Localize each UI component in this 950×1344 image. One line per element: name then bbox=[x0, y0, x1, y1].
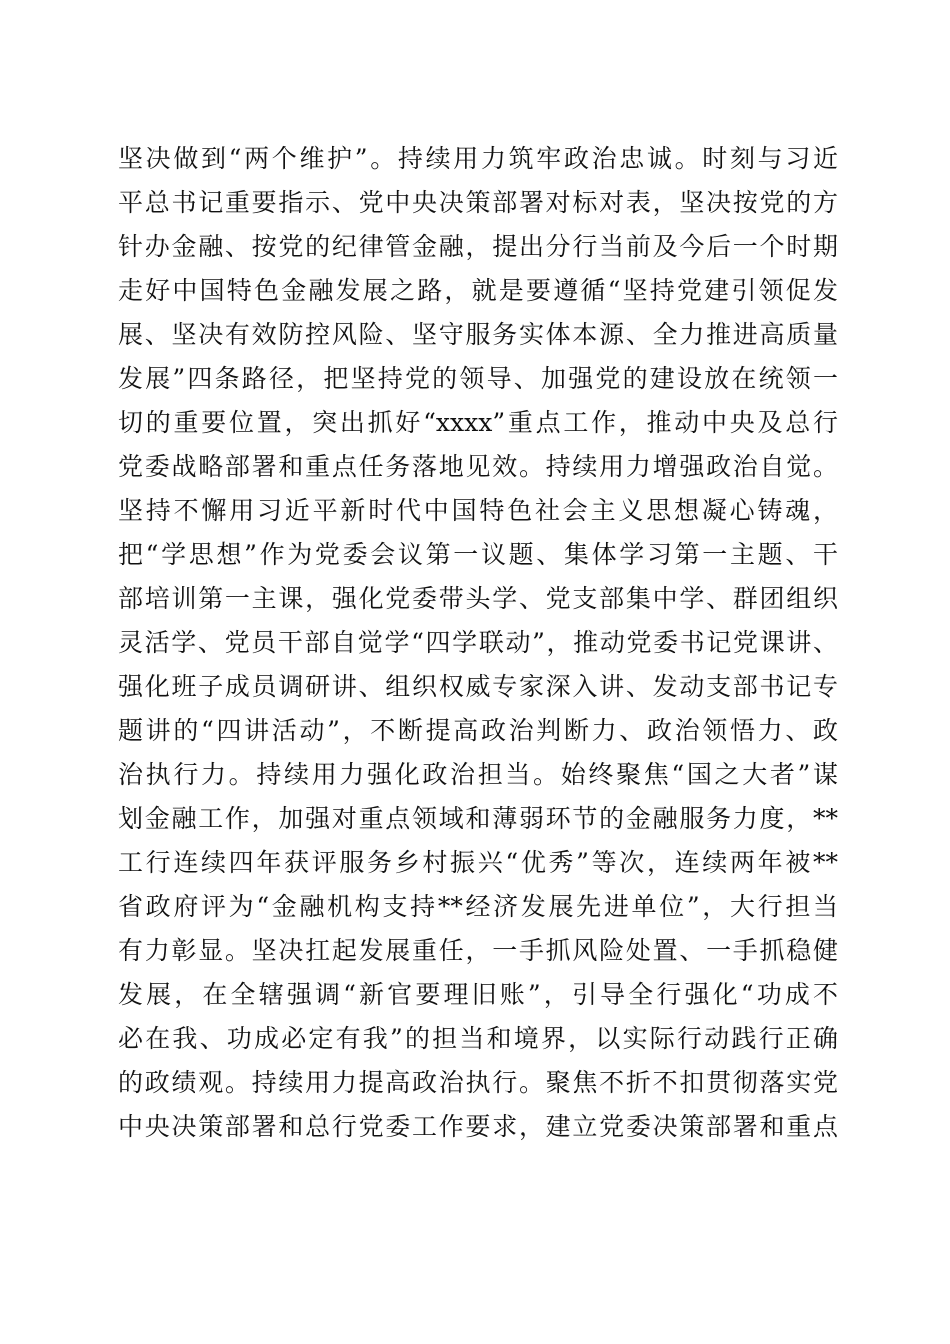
body-text bbox=[118, 137, 838, 1149]
text-line: 坚决做到“两个维护”。持续用力筑牢政治忠诚。时刻与习近 bbox=[118, 144, 838, 173]
text-line: 部培训第一主课，强化党委带头学、党支部集中学、群团组织 bbox=[118, 584, 838, 613]
text-line: 工行连续四年获评服务乡村振兴“优秀”等次，连续两年被** bbox=[118, 848, 838, 877]
text-line: 党委战略部署和重点任务落地见效。持续用力增强政治自觉。 bbox=[118, 452, 838, 481]
text-line: 划金融工作，加强对重点领域和薄弱环节的金融服务力度，** bbox=[118, 804, 838, 833]
text-line: 走好中国特色金融发展之路，就是要遵循“坚持党建引领促发 bbox=[118, 276, 838, 305]
text-line: 发展，在全辖强调“新官要理旧账”，引导全行强化“功成不 bbox=[118, 980, 838, 1009]
text-line: 发展”四条路径，把坚持党的领导、加强党的建设放在统领一 bbox=[118, 364, 838, 393]
text-line: 针办金融、按党的纪律管金融，提出分行当前及今后一个时期 bbox=[118, 232, 838, 261]
text-line: 平总书记重要指示、党中央决策部署对标对表，坚决按党的方 bbox=[118, 188, 838, 217]
text-line: 治执行力。持续用力强化政治担当。始终聚焦“国之大者”谋 bbox=[118, 760, 838, 789]
text-line: 展、坚决有效防控风险、坚守服务实体本源、全力推进高质量 bbox=[118, 320, 838, 349]
text-line: 切的重要位置，突出抓好“xxxx”重点工作，推动中央及总行 bbox=[118, 408, 838, 437]
text-line: 的政绩观。持续用力提高政治执行。聚焦不折不扣贯彻落实党 bbox=[118, 1068, 838, 1097]
text-line: 强化班子成员调研讲、组织权威专家深入讲、发动支部书记专 bbox=[118, 672, 838, 701]
text-line: 把“学思想”作为党委会议第一议题、集体学习第一主题、干 bbox=[118, 540, 838, 569]
text-line: 有力彰显。坚决扛起发展重任，一手抓风险处置、一手抓稳健 bbox=[118, 936, 838, 965]
text-line: 灵活学、党员干部自觉学“四学联动”，推动党委书记党课讲、 bbox=[118, 628, 838, 657]
text-line: 省政府评为“金融机构支持**经济发展先进单位”，大行担当 bbox=[118, 892, 838, 921]
text-line: 坚持不懈用习近平新时代中国特色社会主义思想凝心铸魂， bbox=[118, 496, 838, 525]
text-line: 题讲的“四讲活动”，不断提高政治判断力、政治领悟力、政 bbox=[118, 716, 838, 745]
text-line: 必在我、功成必定有我”的担当和境界，以实际行动践行正确 bbox=[118, 1024, 838, 1053]
text-line: 中央决策部署和总行党委工作要求，建立党委决策部署和重点 bbox=[118, 1112, 838, 1141]
